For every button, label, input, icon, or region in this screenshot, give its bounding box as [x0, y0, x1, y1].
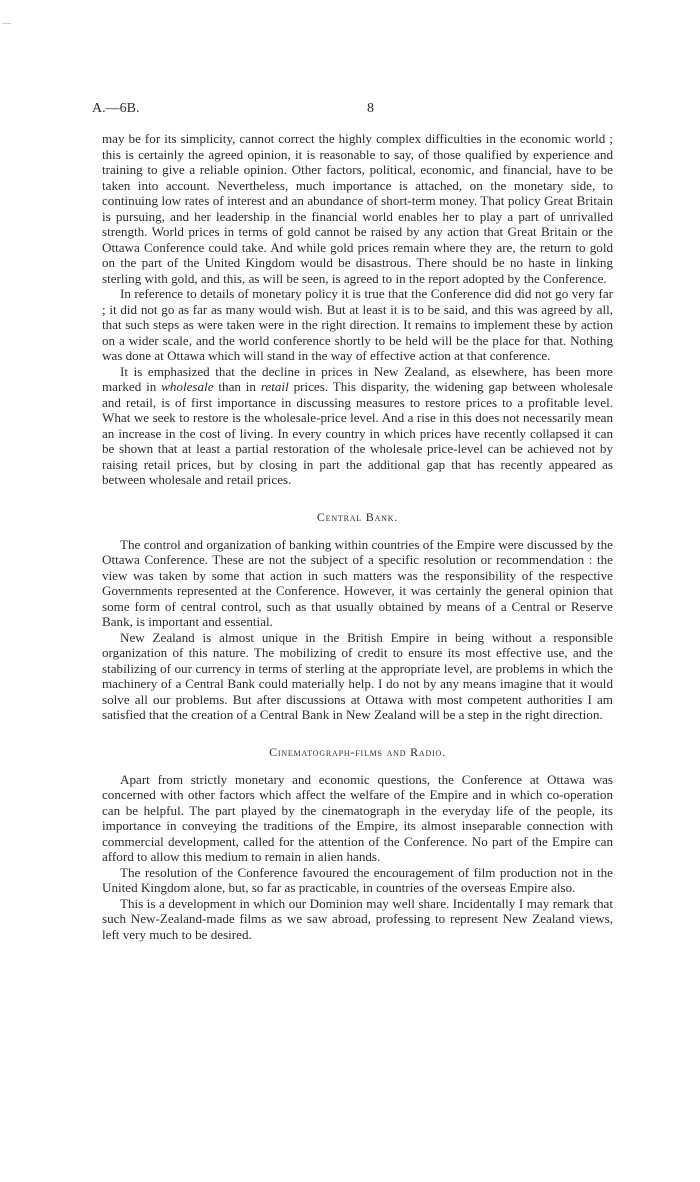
section-heading-cinema-radio: Cinematograph-films and Radio. [269, 744, 446, 759]
wholesale-text-3: prices. This disparity, the widening gap between wholesale and retail, is of first importance in discussing measures to restore prices to a profitable level. What we seek to restore is the wholesale-price level. And a rise in this does not necessarily mean an increase in the cost of living. In every country in which prices have recently collapsed it can be shown that at least a partial restoration of the wholesale price-level can be achieved not by raising retail prices, but by closing in part the additional gap that has recently appeared as between wholesale and retail prices. [102, 379, 613, 487]
paragraph-continued: may be for its simplicity, cannot correct the highly complex difficulties in the economic world ; this is certainly the agreed opinion, it is reasonable to say, of those qualified by experience and training to give a reliable opinion. Other factors, political, economic, and financial, have to be taken into account. Nevertheless, much importance is attached, on the monetary side, to continuing low rates of interest and an abundance of short-term money. That policy Great Britain is pursuing, and her leadership in the financial world enables her to play a part of unrivalled strength. World prices in terms of gold cannot be raised by any action that Great Britain or the Ottawa Conference could take. And while gold prices remain where they are, the return to gold on the part of the United Kingdom would be disastrous. There should be no haste in linking sterling with gold, and this, as will be seen, is agreed to in the report adopted by the Conference. [102, 131, 613, 286]
paragraph-monetary-policy: In reference to details of monetary policy it is true that the Conference did did not go very far ; it did not go as far as many would wish. But at least it is to be said, and this was agreed by all, that such steps as were taken were in the right direction. It remains to implement these by action on a wider scale, and the world conference shortly to be held will be the place for that. Nothing was done at Ottawa which will stand in the way of effective action at that conference. [102, 286, 613, 363]
page-number: 8 [367, 101, 374, 116]
wholesale-text-1: It is emphasized that the decline in prices in New Zealand, as elsewhere, has been more marked in [102, 363, 613, 394]
margin-mark: — [2, 18, 11, 28]
paragraph-film-resolution: The resolution of the Conference favoured the encouragement of film production not in the United Kingdom alone, but, so far as practicable, in countries of the overseas Empire also. [102, 864, 613, 895]
paragraph-cinematograph: Apart from strictly monetary and economic questions, the Conference at Ottawa was concerned with other factors which affect the welfare of the Empire and in which co-operation can be helpful. The part played by the cinematograph in the everyday life of the people, its importance in conveying the traditions of the Empire, its almost inseparable connection with commercial development, called for the attention of the Conference. No part of the Empire can afford to allow this medium to remain in alien hands. [102, 771, 613, 864]
paragraph-banking-control: The control and organization of banking within countries of the Empire were discussed by the Ottawa Conference. These are not the subject of a specific resolution or recommendation : the view was taken by some that action in such matters was the responsibility of the respective Governments represented at the Conference. However, it was certainly the general opinion that some form of central control, such as that usually obtained by means of a Central or Reserve Bank, is important and essential. [102, 536, 613, 629]
document-reference: A.—6B. [92, 101, 140, 116]
retail-emphasis: retail [260, 379, 289, 394]
paragraph-wholesale-prices [102, 364, 613, 488]
section-heading-central-bank: Central Bank. [316, 509, 399, 524]
document-body [102, 131, 613, 942]
paragraph-central-bank-nz: New Zealand is almost unique in the British Empire in being without a responsible organization of this nature. The mobilizing of credit to ensure its most effective use, and the stabilizing of our currency in terms of sterling at the appropriate level, are problems in which the machinery of a Central Bank could materially help. I do not by any means imagine that it would solve all our problems. But after discussions at Ottawa with most competent authorities I am satisfied that the creation of a Central Bank in New Zealand will be a step in the right direction. [102, 629, 613, 722]
wholesale-text-2: than in [213, 379, 261, 394]
page-header [92, 101, 613, 121]
wholesale-emphasis: wholesale [161, 379, 214, 394]
paragraph-dominion-films: This is a development in which our Dominion may well share. Incidentally I may remark that such New-Zealand-made films as we saw abroad, professing to represent New Zealand views, left very much to be desired. [102, 895, 613, 942]
